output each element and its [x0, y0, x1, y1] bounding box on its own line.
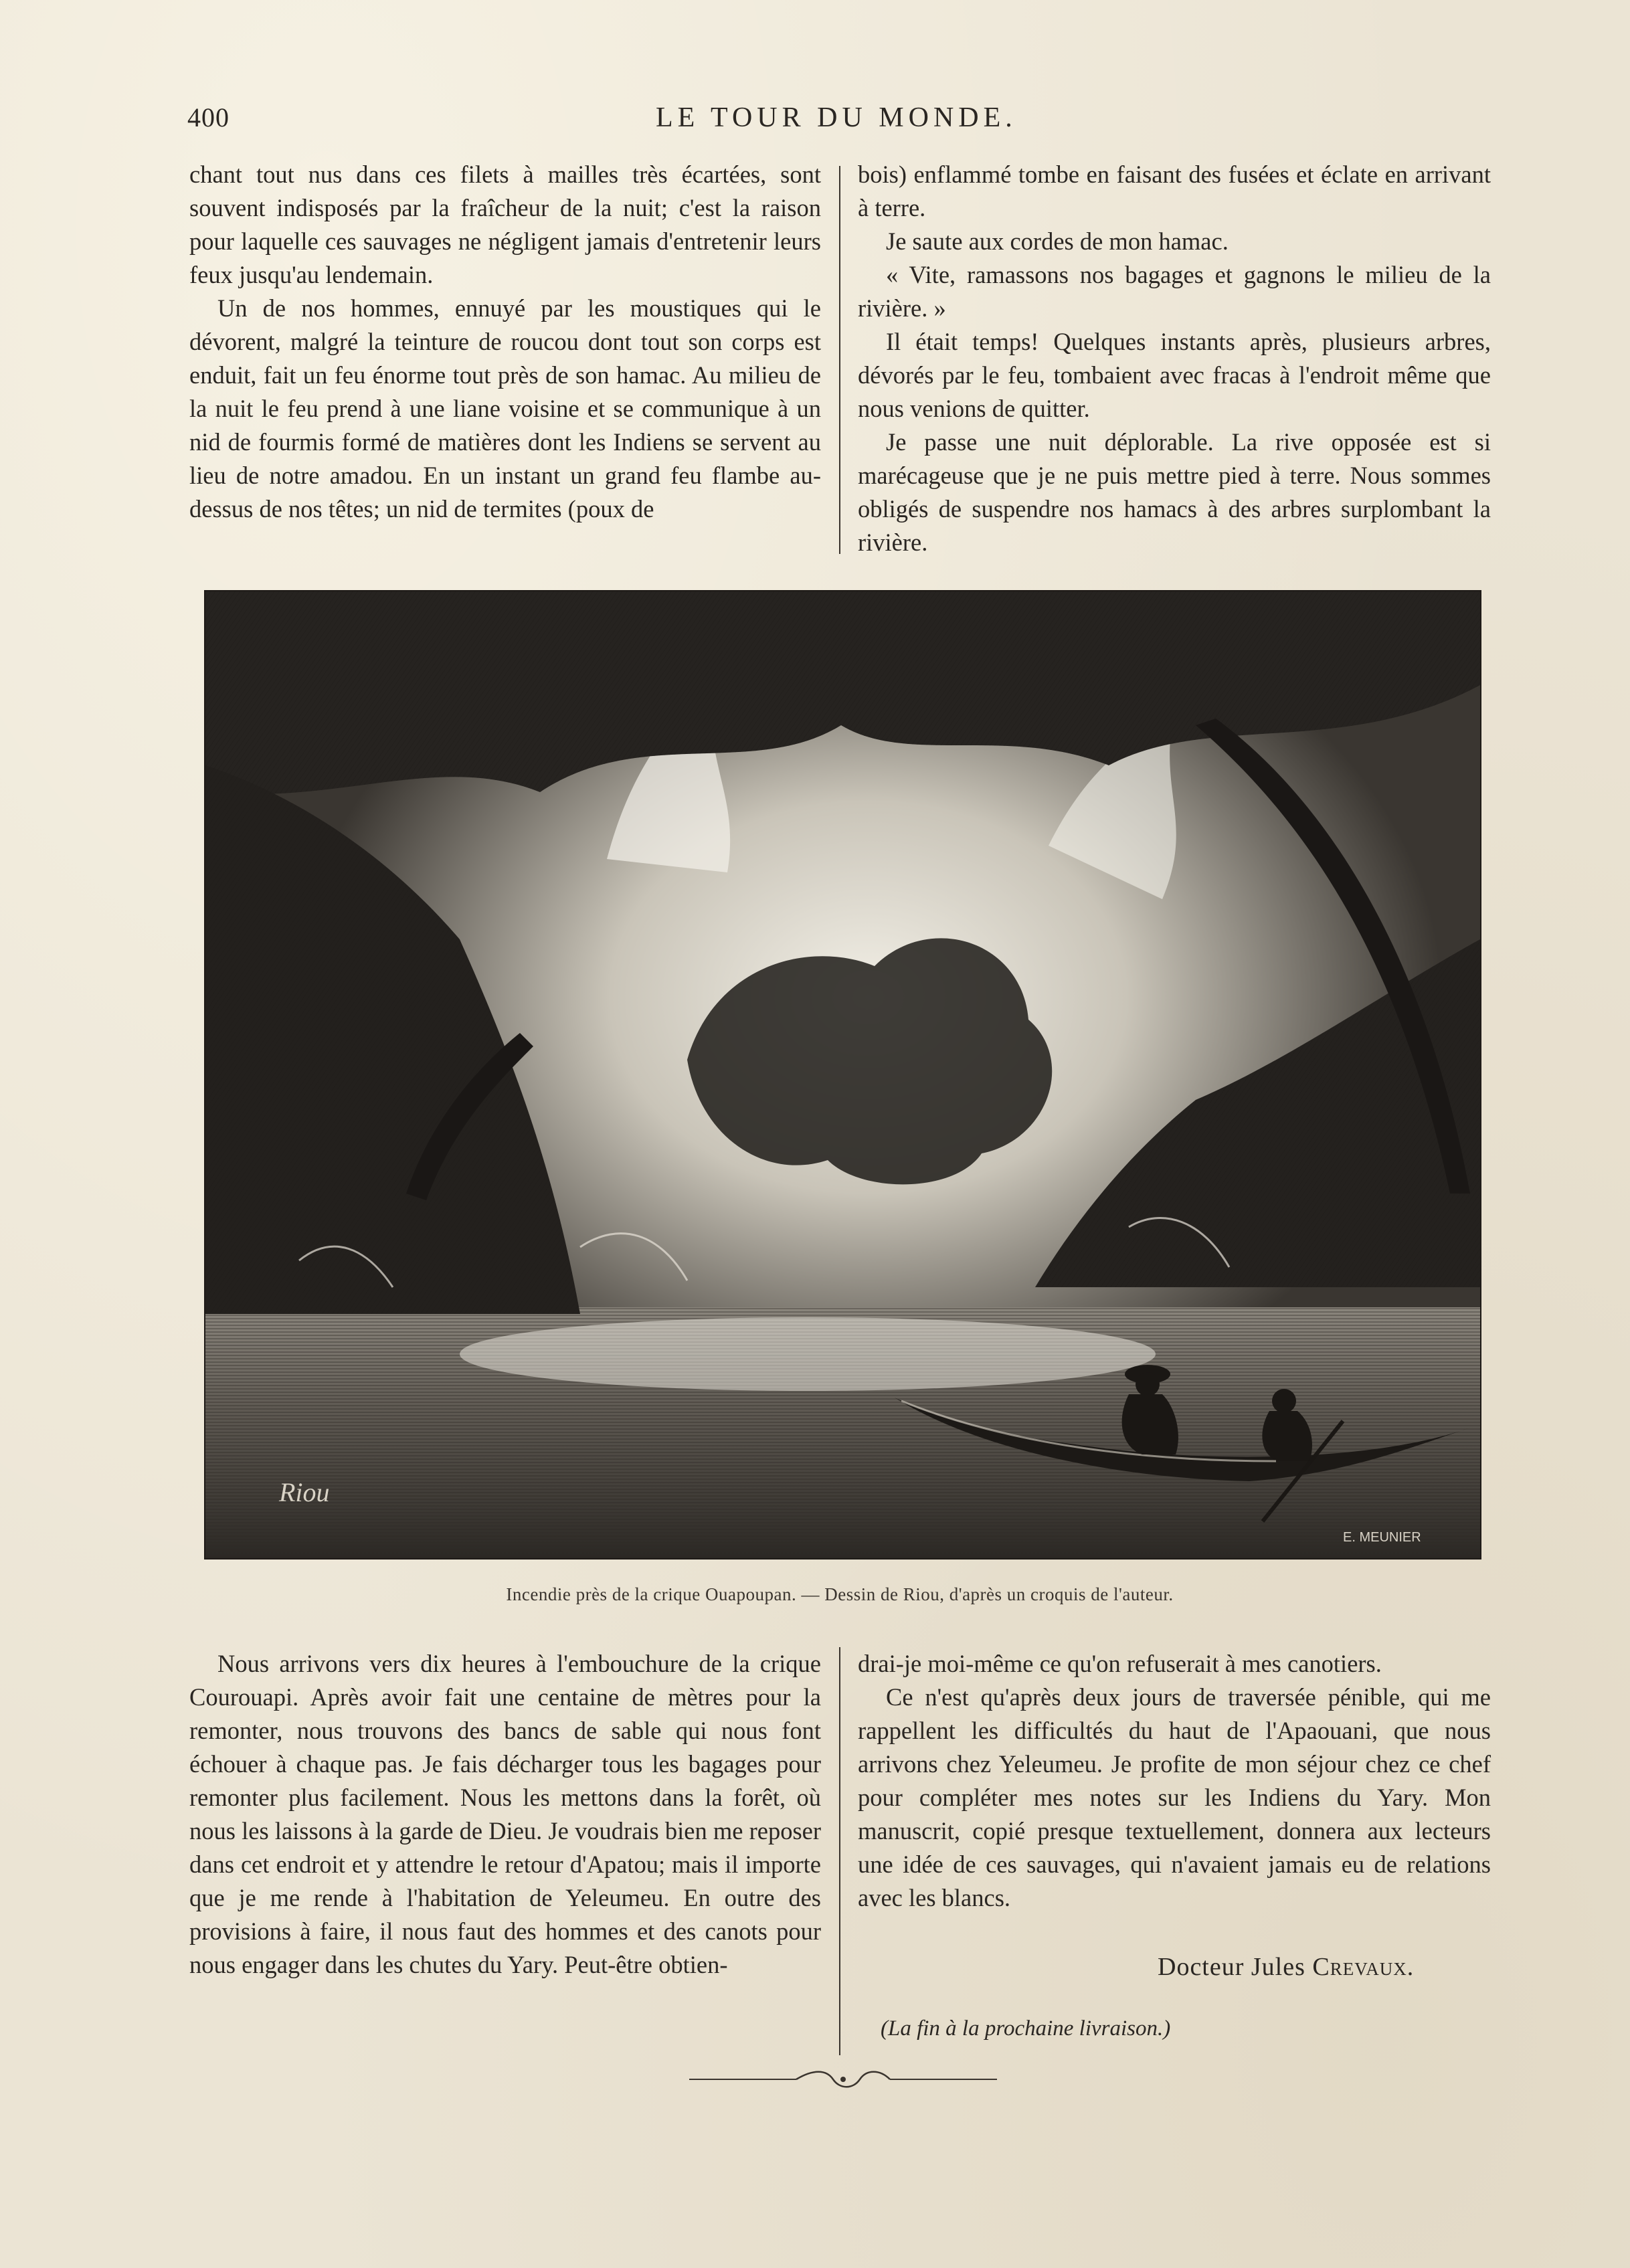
forest-fire-engraving — [205, 591, 1480, 1558]
page-number: 400 — [187, 102, 230, 132]
paragraph: bois) enflammé tombe en faisant des fusées et éclate en arrivant à terre. — [858, 161, 1491, 221]
paragraph: Il était temps! Quelques instants après, plusieurs arbres, dévorés par le feu, tombaient avec fracas à l'endroit même que nous venions de quitter. — [858, 328, 1491, 422]
paragraph: Nous arrivons vers dix heures à l'embouchure de la crique Courouapi. Après avoir fait une centaine de mètres pour la remonter, nous trouvons des bancs de sable qui nous font échouer à chaque pas. Je fais décharger tous les bagages pour remonter plus facilement. Nous les mettons dans la forêt, où nous les laissons à la garde de Dieu. Je voudrais bien me reposer dans cet endroit et y attendre le retour d'Apatou; mais il importe que je me rende à l'habitation de Yeleumeu. En outre des provisions à faire, il nous faut des hommes et des canots pour nous engager dans les chutes du Yary. Peut-être obtien- — [189, 1650, 821, 1978]
paragraph: chant tout nus dans ces filets à mailles très écartées, sont souvent indisposés par la fraîcheur de la nuit; c'est la raison pour laquelle ces sauvages ne négligent jamais d'entretenir leurs feux jusqu'au lendemain. — [189, 161, 821, 288]
paragraph: Ce n'est qu'après deux jours de traversée pénible, qui me rappellent les difficultés du haut de l'Apaouani, que nous arrivons chez Yeleumeu. Je profite de mon séjour chez ce chef pour compléter mes notes sur les Indiens du Yary. Mon manuscrit, copié presque textuellement, donnera aux lecteurs une idée de ces sauvages, qui n'avaient jamais eu de relations avec les blancs. — [858, 1683, 1491, 1911]
paragraph: Je saute aux cordes de mon hamac. — [886, 227, 1229, 255]
paragraph: « Vite, ramassons nos bagages et gagnons le milieu de la rivière. » — [858, 261, 1491, 322]
signature-surname: Crevaux. — [1312, 1953, 1415, 1981]
column-bottom-left — [189, 1647, 821, 1982]
author-signature — [1158, 1952, 1414, 1982]
running-title: LE TOUR DU MONDE. — [656, 102, 1017, 133]
column-divider — [839, 1647, 840, 2055]
ornament-divider — [689, 2066, 997, 2093]
column-bottom-right — [858, 1647, 1491, 1915]
engraver-mark: E. MEUNIER — [1343, 1530, 1421, 1545]
column-divider — [839, 166, 840, 554]
paragraph: Un de nos hommes, ennuyé par les moustiques qui le dévorent, malgré la teinture de roucou dont tout son corps est enduit, fait un feu énorme tout près de son hamac. Au milieu de la nuit le feu prend à une liane voisine et se communique à un nid de fourmis formé de matières dont les Indiens se servent au lieu de notre amadou. En un instant un grand feu flambe au-dessus de nos têtes; un nid de termites (poux de — [189, 294, 821, 523]
column-top-right — [858, 158, 1491, 559]
page-header — [187, 102, 1443, 142]
signature-prefix: Docteur Jules — [1158, 1953, 1313, 1981]
illustration-caption: Incendie près de la crique Ouapoupan. — Dessin de Riou, d'après un croquis de l'auteur. — [506, 1584, 1174, 1604]
artist-mark: Riou — [279, 1477, 330, 1507]
engraving-illustration — [204, 590, 1481, 1560]
column-top-left — [189, 158, 821, 526]
continuation-note: (La fin à la prochaine livraison.) — [881, 2016, 1171, 2041]
paragraph: Je passe une nuit déplorable. La rive opposée est si marécageuse que je ne puis mettre pied à terre. Nous sommes obligés de suspendre nos hamacs à des arbres surplombant la rivière. — [858, 428, 1491, 556]
paragraph: drai-je moi-même ce qu'on refuserait à mes canotiers. — [858, 1650, 1382, 1677]
